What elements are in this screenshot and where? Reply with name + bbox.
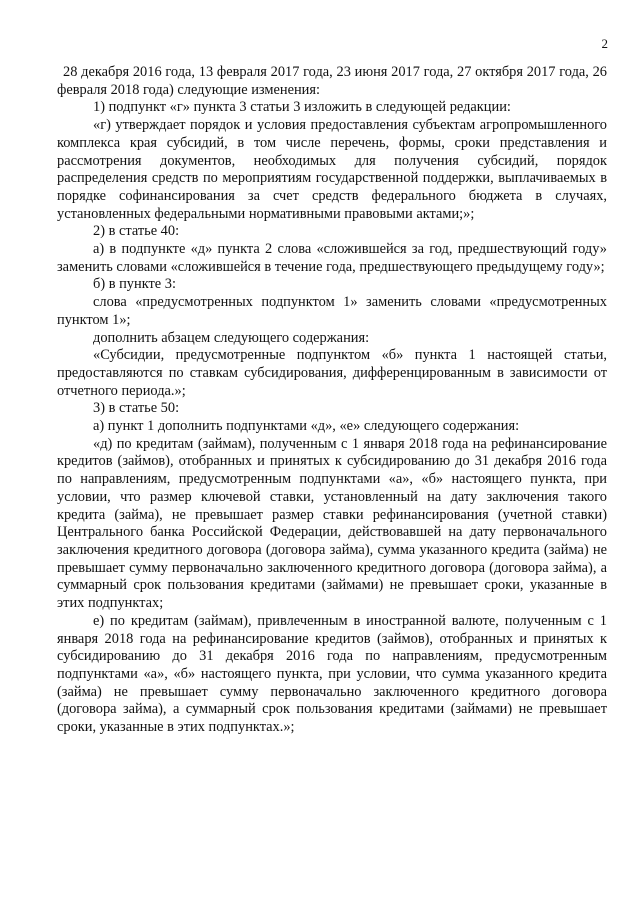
paragraph-intro: 28 декабря 2016 года, 13 февраля 2017 года, 23 июня 2017 года, 27 октября 2017 года, 26 февраля 2018 года) следующие изменения: bbox=[57, 64, 607, 98]
paragraph-item-2a: а) в подпункте «д» пункта 2 слова «сложившейся за год, предшествующий году» заменить словами «сложившейся в течение года, предшествующего предыдущему году»; bbox=[57, 241, 607, 275]
document-body bbox=[57, 64, 607, 737]
page-number: 2 bbox=[601, 36, 608, 51]
paragraph-subitem-d: «д) по кредитам (займам), полученным с 1 января 2018 года на рефинансирование кредитов (займов), отобранных и принятых к субсидированию до 31 декабря 2016 года по направлениям, предусмотренным подпунктами «а», «б» настоящего пункта, при условии, что размер ключевой ставки, установленный на дату заключения такого кредита (займа), не превышает размер ставки рефинансирования (учетной ставки) Центрального банка Российской Федерации, действовавшей на дату первоначального заключения кредитного договора (договора займа), сумма указанного кредита (займа) не превышает сумму первоначально заключенного кредитного договора (договора займа), а суммарный срок пользования кредитами (займами) не превышает сроки, указанные в этих подпунктах; bbox=[57, 435, 607, 612]
paragraph-item-3a: а) пункт 1 дополнить подпунктами «д», «е» следующего содержания: bbox=[93, 418, 520, 435]
paragraph-item-2: 2) в статье 40: bbox=[93, 223, 180, 240]
paragraph-subitem-e: е) по кредитам (займам), привлеченным в иностранной валюте, полученным с 1 января 2018 года на рефинансирование кредитов (займов), отобранных и принятых к субсидированию до 31 декабря 2016 года по направлениям, предусмотренным подпунктами «а», «б» настоящего пункта, при условии, что сумма указанного кредита (займа) не превышает сумму первоначально заключенного кредитного договора (договора займа), а суммарный срок пользования кредитами (займами) не превышает сроки, указанные в этих подпунктах.»; bbox=[57, 612, 607, 736]
paragraph-words-replace: слова «предусмотренных подпунктом 1» заменить словами «предусмотренных пунктом 1»; bbox=[57, 294, 607, 328]
paragraph-item-3: 3) в статье 50: bbox=[93, 400, 180, 417]
paragraph-subitem-g: «г) утверждает порядок и условия предоставления субъектам агропромышленного комплекса края субсидий, в том числе перечень, формы, сроки представления и рассмотрения документов, необходимых для получения субсидий, порядок распределения средств по мероприятиям государственной поддержки, выплачиваемых в порядке софинансирования за счет средств федерального бюджета в случаях, установленных федеральными нормативными правовыми актами;»; bbox=[57, 117, 607, 222]
paragraph-add-abzac: дополнить абзацем следующего содержания: bbox=[93, 329, 370, 346]
paragraph-item-1: 1) подпункт «г» пункта 3 статьи 3 изложить в следующей редакции: bbox=[93, 99, 511, 116]
paragraph-subsidies: «Субсидии, предусмотренные подпунктом «б» пункта 1 настоящей статьи, предоставляются по ставкам субсидирования, дифференцированным в зависимости от отчетного периода.»; bbox=[57, 347, 607, 399]
paragraph-item-2b: б) в пункте 3: bbox=[93, 276, 176, 293]
